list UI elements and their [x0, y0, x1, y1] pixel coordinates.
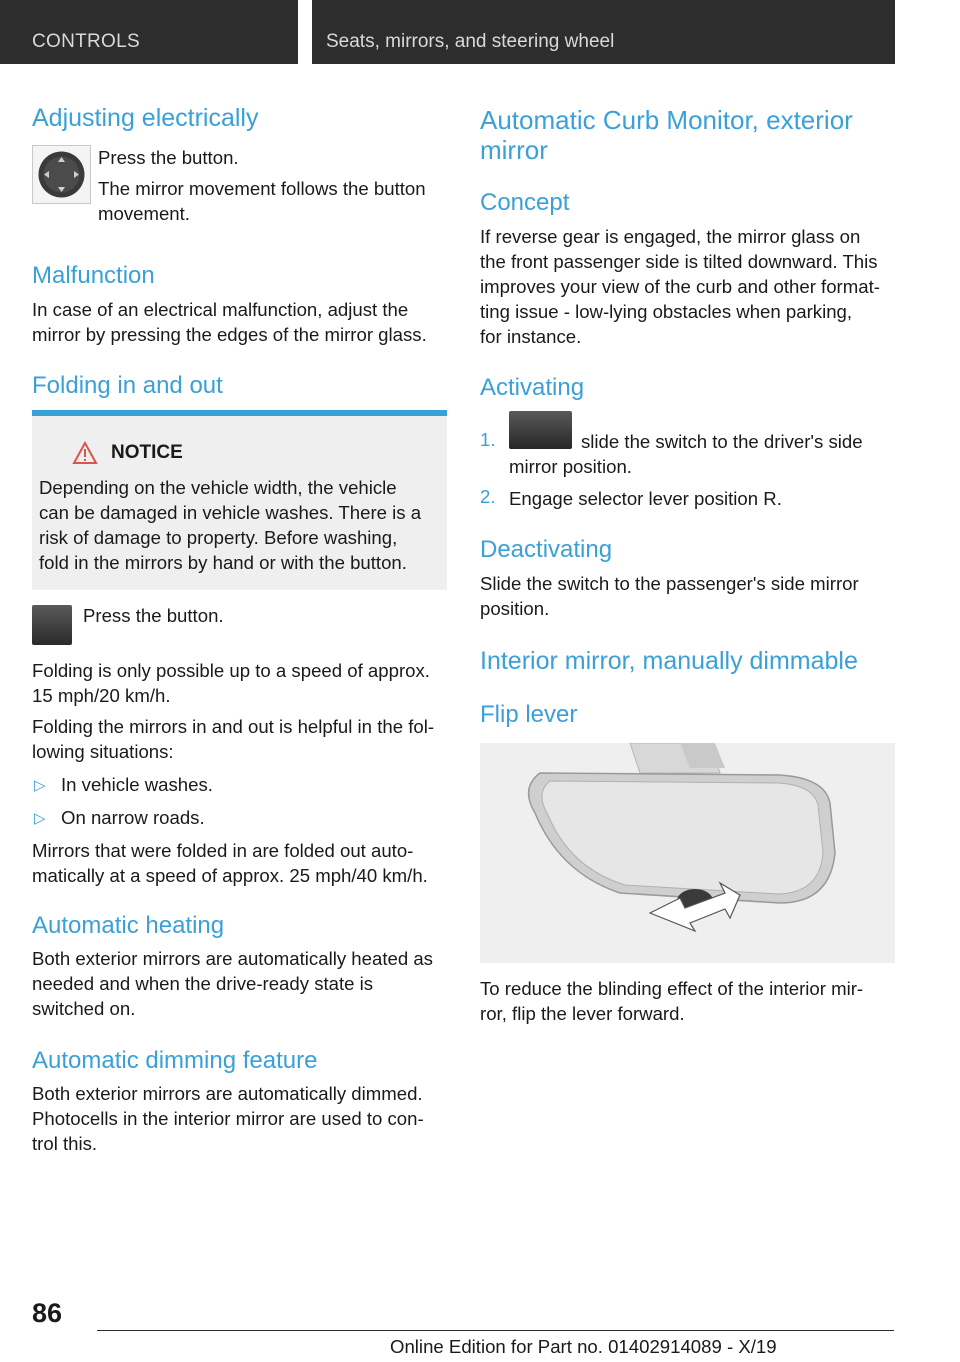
fold-button-icon: [32, 605, 72, 645]
page-number: 86: [32, 1298, 63, 1328]
notice-line-4: fold in the mirrors by hand or with the button.: [39, 552, 407, 573]
concept-text-3: improves your view of the curb and other format-: [480, 276, 880, 297]
dimming-text-1: Both exterior mirrors are automatically dimmed.: [32, 1083, 423, 1104]
curb-switch-icon: [509, 411, 572, 449]
heading-malfunction: Malfunction: [32, 262, 155, 289]
heading-deactivating: Deactivating: [480, 536, 613, 563]
concept-text-4: ting issue - low-lying obstacles when parking,: [480, 301, 853, 322]
step-1-text-a: slide the switch to the driver's side: [581, 431, 863, 452]
heading-automatic-dimming: Automatic dimming feature: [32, 1047, 318, 1074]
heating-text-2: needed and when the drive-ready state is: [32, 973, 374, 994]
dimming-text-2: Photocells in the interior mirror are used to con-: [32, 1108, 424, 1129]
heading-folding: Folding in and out: [32, 372, 223, 399]
adjusting-movement-text-2: movement.: [98, 203, 190, 224]
notice-box: [32, 410, 447, 590]
fold-speed-text-2: 15 mph/20 km/h.: [32, 685, 171, 706]
notice-title: NOTICE: [111, 442, 183, 463]
heading-concept: Concept: [480, 189, 570, 216]
concept-text-2: the front passenger side is tilted downward. This: [480, 251, 878, 272]
step-2-text: Engage selector lever position R.: [509, 488, 782, 509]
header-chapter-label: Seats, mirrors, and steering wheel: [326, 31, 615, 52]
heading-curb-monitor-2: mirror: [480, 135, 548, 165]
malfunction-text-1: In case of an electrical malfunction, adjust the: [32, 299, 409, 320]
step-1-text-b: mirror position.: [509, 456, 632, 477]
fold-press-text: Press the button.: [83, 605, 224, 626]
fold-auto-text-1: Mirrors that were folded in are folded out auto-: [32, 840, 414, 861]
heading-curb-monitor-1: Automatic Curb Monitor, exterior: [480, 105, 853, 135]
bullet-item-2: On narrow roads.: [61, 807, 205, 828]
mirror-adjust-button-icon: [32, 145, 91, 204]
heating-text-1: Both exterior mirrors are automatically heated as: [32, 948, 433, 969]
deactivating-text-1: Slide the switch to the passenger's side mirror: [480, 573, 859, 594]
bullet-item-1: In vehicle washes.: [61, 774, 213, 795]
deactivating-text-2: position.: [480, 598, 550, 619]
header-chapter-tab: [312, 0, 895, 64]
heading-adjusting-electrically: Adjusting electrically: [32, 104, 259, 132]
heading-automatic-heating: Automatic heating: [32, 912, 225, 939]
heating-text-3: switched on.: [32, 998, 136, 1019]
notice-line-1: Depending on the vehicle width, the vehicle: [39, 477, 397, 498]
fold-helpful-text-1: Folding the mirrors in and out is helpful in the fol-: [32, 716, 435, 737]
header-section-tab: [0, 0, 298, 64]
bullet-triangle-icon: ▷: [34, 777, 46, 794]
adjusting-press-text: Press the button.: [98, 147, 239, 168]
step-number-1: 1.: [480, 429, 496, 450]
footer-edition: Online Edition for Part no. 01402914089 - X/19: [390, 1336, 777, 1357]
warning-triangle-icon: [72, 441, 98, 465]
heading-flip-lever: Flip lever: [480, 701, 578, 728]
notice-line-3: risk of damage to property. Before washing,: [39, 527, 398, 548]
concept-text-1: If reverse gear is engaged, the mirror glass on: [480, 226, 861, 247]
heading-activating: Activating: [480, 374, 585, 401]
concept-text-5: for instance.: [480, 326, 582, 347]
malfunction-text-2: mirror by pressing the edges of the mirror glass.: [32, 324, 427, 345]
adjusting-movement-text-1: The mirror movement follows the button: [98, 178, 426, 199]
bullet-triangle-icon: ▷: [34, 810, 46, 827]
interior-mirror-illustration: [480, 743, 895, 963]
fold-speed-text-1: Folding is only possible up to a speed of approx.: [32, 660, 430, 681]
fold-auto-text-2: matically at a speed of approx. 25 mph/40 km/h.: [32, 865, 428, 886]
step-number-2: 2.: [480, 486, 496, 507]
dimming-text-3: trol this.: [32, 1133, 98, 1154]
fold-helpful-text-2: lowing situations:: [32, 741, 174, 762]
interior-text-1: To reduce the blinding effect of the interior mir-: [480, 978, 864, 999]
notice-line-2: can be damaged in vehicle washes. There is a: [39, 502, 422, 523]
interior-text-2: ror, flip the lever forward.: [480, 1003, 685, 1024]
heading-interior-mirror: Interior mirror, manually dimmable: [480, 647, 858, 675]
header-section-label: CONTROLS: [32, 31, 140, 52]
footer-divider: [97, 1330, 894, 1331]
